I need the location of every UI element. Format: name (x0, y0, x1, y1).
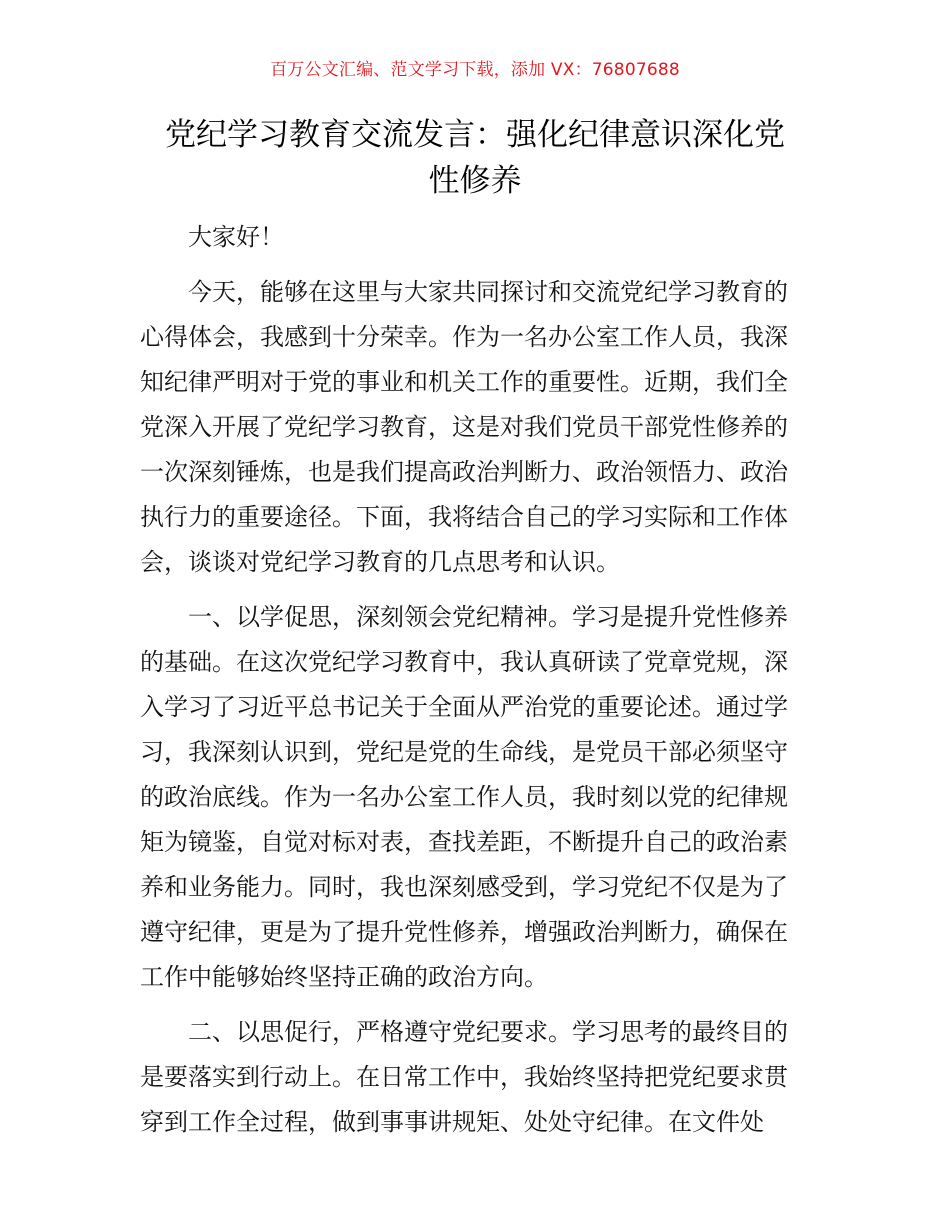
text-line: 一次深刻锤炼，也是我们提高政治判断力、政治领悟力、政治 (140, 458, 788, 486)
document-title (140, 112, 810, 204)
paragraph-greeting (140, 214, 820, 260)
text-line: 执行力的重要途径。下面，我将结合自己的学习实际和工作体 (140, 503, 788, 531)
text-line: 二、以思促行，严格遵守党纪要求。学习思考的最终目的 (188, 1018, 788, 1046)
header-banner: 百万公文汇编、范文学习下载，添加 VX：76807688 (270, 60, 680, 80)
paragraph-section-2 (140, 1010, 820, 1145)
paragraph-section-1 (140, 595, 820, 1000)
text-line: 穿到工作全过程，做到事事讲规矩、处处守纪律。在文件处 (140, 1108, 764, 1136)
title-line: 党纪学习教育交流发言：强化纪律意识深化党 (165, 117, 785, 153)
text-line: 今天，能够在这里与大家共同探讨和交流党纪学习教育的 (188, 278, 788, 306)
text-line: 遵守纪律，更是为了提升党性修养，增强政治判断力，确保在 (140, 918, 788, 946)
text-line: 是要落实到行动上。在日常工作中，我始终坚持把党纪要求贯 (140, 1063, 788, 1091)
text-line: 心得体会，我感到十分荣幸。作为一名办公室工作人员，我深 (140, 323, 788, 351)
text-line: 入学习了习近平总书记关于全面从严治党的重要论述。通过学 (140, 693, 788, 721)
text-line: 一、以学促思，深刻领会党纪精神。学习是提升党性修养 (188, 603, 788, 631)
text-line: 养和业务能力。同时，我也深刻感受到，学习党纪不仅是为了 (140, 873, 788, 901)
text-line: 习，我深刻认识到，党纪是党的生命线，是党员干部必须坚守 (140, 738, 788, 766)
text-line: 的基础。在这次党纪学习教育中，我认真研读了党章党规，深 (140, 648, 788, 676)
text-line: 的政治底线。作为一名办公室工作人员，我时刻以党的纪律规 (140, 783, 788, 811)
text-line: 会，谈谈对党纪学习教育的几点思考和认识。 (140, 548, 620, 576)
text-line: 党深入开展了党纪学习教育，这是对我们党员干部党性修养的 (140, 413, 788, 441)
paragraph-intro (140, 270, 820, 585)
document-body (140, 214, 820, 1145)
text-line: 矩为镜鉴，自觉对标对表，查找差距，不断提升自己的政治素 (140, 828, 788, 856)
title-line: 性修养 (428, 163, 522, 199)
text-line: 知纪律严明对于党的事业和机关工作的重要性。近期，我们全 (140, 368, 788, 396)
text-line: 大家好！ (188, 223, 284, 251)
text-line: 工作中能够始终坚持正确的政治方向。 (140, 963, 548, 991)
